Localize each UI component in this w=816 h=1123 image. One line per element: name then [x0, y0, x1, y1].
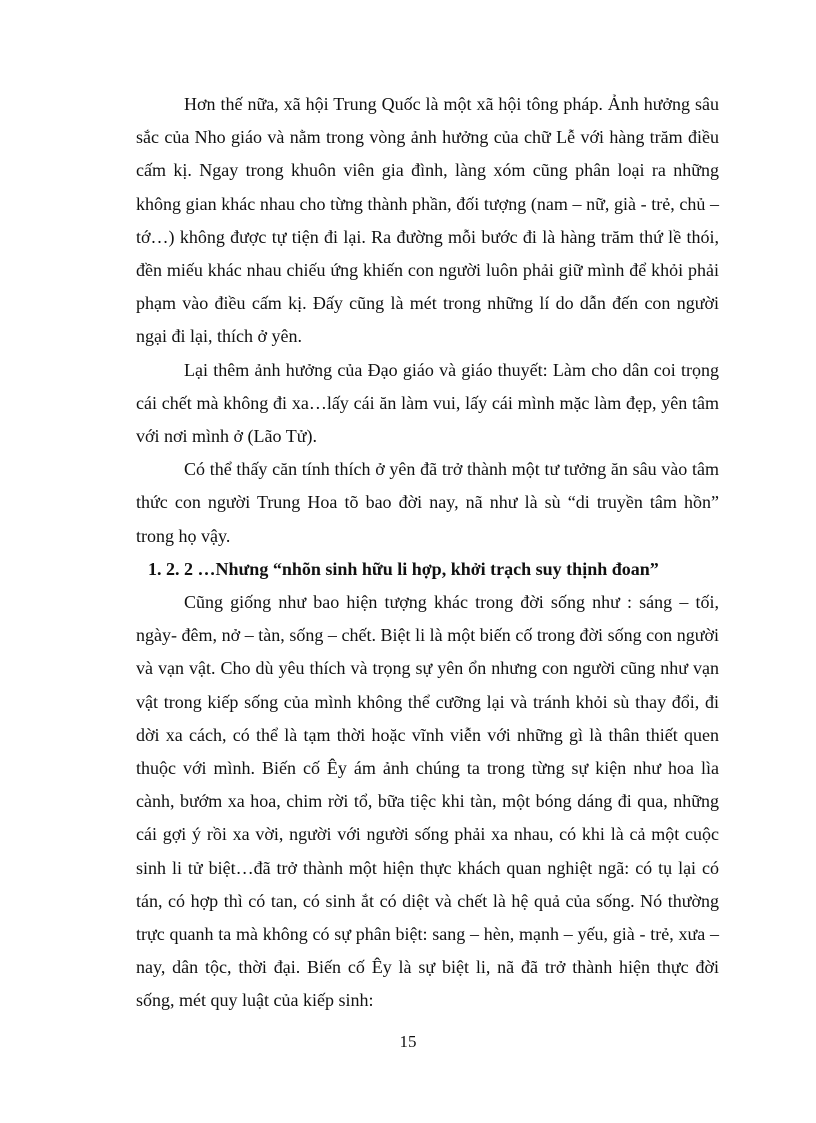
paragraph-separation: Cũng giống như bao hiện tượng khác trong đời sống như : sáng – tối, ngày- đêm, nở – tàn, sống – chết. Biệt li là một biến cố trong đời sống con người và vạn vật. Cho dù yêu thích và trọng sự yên ổn nhưng con người cũng như vạn vật trong kiếp sống của mình không thể cưỡng lại và tránh khỏi sù thay đổi, đi dời xa cách, có thể là tạm thời hoặc vĩnh viễn với những gì là thân thiết quen thuộc với mình. Biến cố Êy ám ảnh chúng ta trong từng sự kiện như hoa lìa cành, bướm xa hoa, chim rời tổ, bữa tiệc khi tàn, một bóng dáng đi qua, những cái gợi ý rồi xa vời, người với người sống phải xa nhau, có khi là cả một cuộc sinh li tử biệt…đã trở thành một hiện thực khách quan nghiệt ngã: có tụ lại có tán, có hợp thì có tan, có sinh ắt có diệt và chết là hệ quả của sống. Nó thường trực quanh ta mà không có sự phân biệt: sang – hèn, mạnh – yếu, già - trẻ, xưa – nay, dân tộc, thời đại. Biến cố Êy là sự biệt li, nã đã trở thành hiện thực đời sống, mét quy luật của kiếp sinh:: [136, 592, 719, 1011]
page-number: 15: [399, 1032, 417, 1051]
page-body: [136, 88, 719, 1018]
paragraph-settled-nature: Có thể thấy căn tính thích ở yên đã trở thành một tư tưởng ăn sâu vào tâm thức con người Trung Hoa tõ bao đời nay, nã như là sù “di truyền tâm hồn” trong họ vậy.: [136, 459, 719, 546]
paragraph-social-structure: Hơn thế nữa, xã hội Trung Quốc là một xã hội tông pháp. Ảnh hưởng sâu sắc của Nho giáo và nằm trong vòng ảnh hưởng của chữ Lễ với hàng trăm điều cấm kị. Ngay trong khuôn viên gia đình, làng xóm cũng phân loại ra những không gian khác nhau cho từng thành phần, đối tượng (nam – nữ, già - trẻ, chủ – tớ…) không được tự tiện đi lại. Ra đường mỗi bước đi là hàng trăm thứ lề thói, đền miếu khác nhau chiếu ứng khiến con người luôn phải giữ mình để khỏi phải phạm vào điều cấm kị. Đấy cũng là mét trong những lí do dẫn đến con người ngại đi lại, thích ở yên.: [136, 94, 719, 347]
section-heading: 1. 2. 2 …Nhưng “nhõn sinh hữu li hợp, khởi trạch suy thịnh đoan”: [148, 558, 659, 579]
paragraph-taoism-influence: Lại thêm ảnh hưởng của Đạo giáo và giáo thuyết: Làm cho dân coi trọng cái chết mà không đi xa…lấy cái ăn làm vui, lấy cái mình mặc làm đẹp, yên tâm với nơi mình ở (Lão Tử).: [136, 359, 719, 447]
